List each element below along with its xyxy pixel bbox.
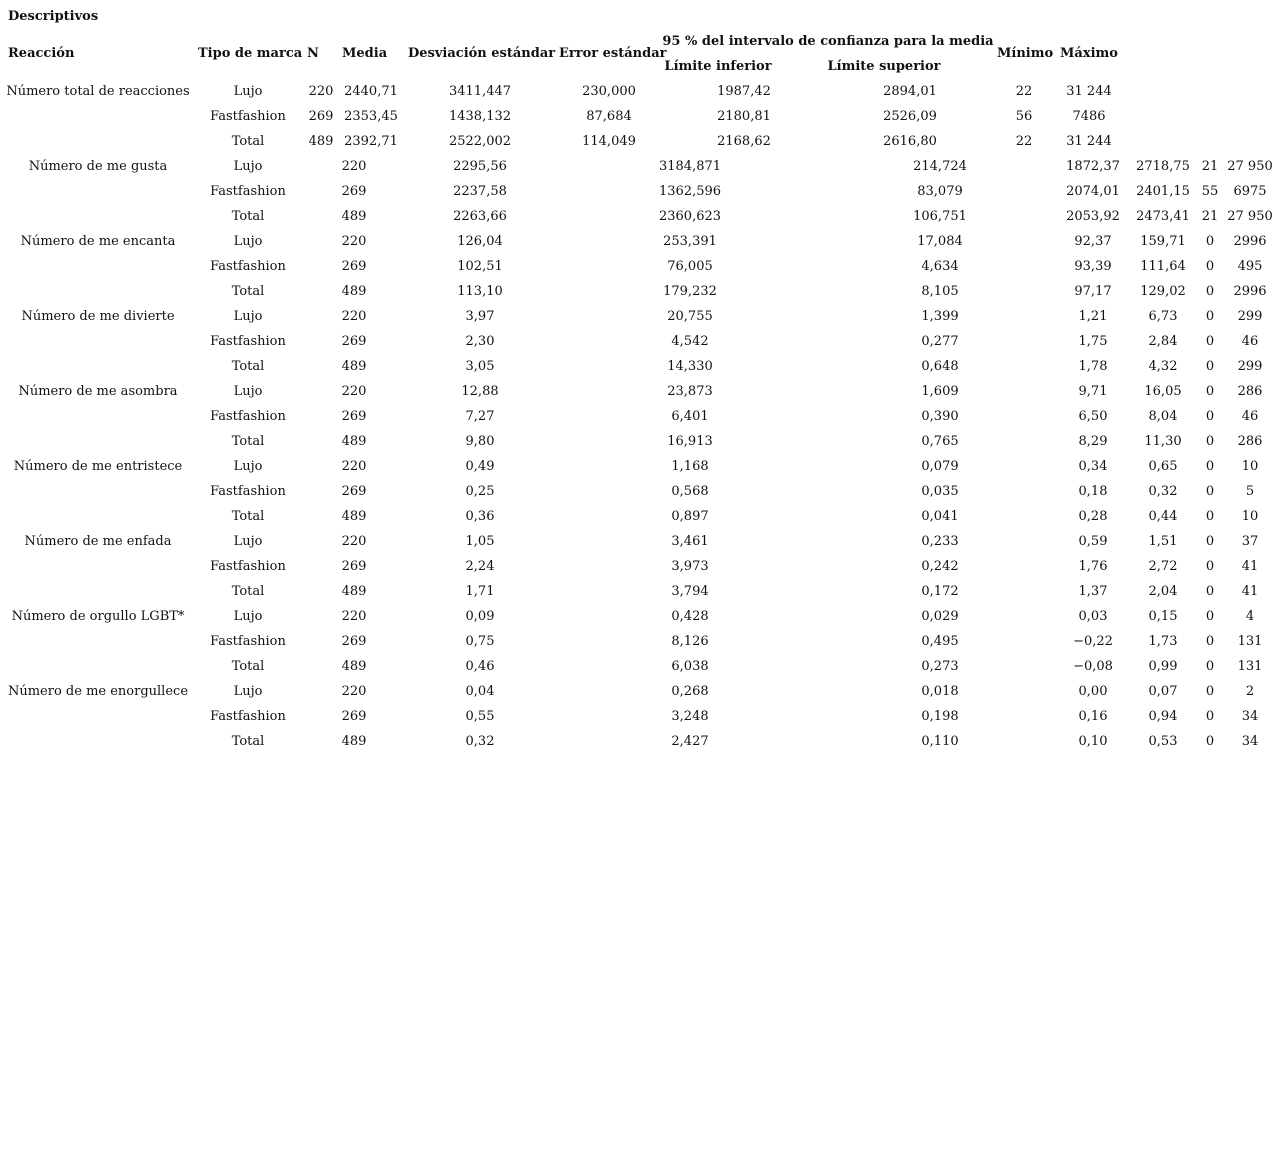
limite-inferior-cell: 1987,42 (717, 84, 771, 99)
maximo-cell: 2996 (1233, 284, 1267, 299)
page-title: Descriptivos (8, 9, 99, 24)
desviacion-cell: 3411,447 (448, 84, 512, 99)
desviacion-cell: 3184,871 (658, 159, 722, 174)
minimo-cell: 21 (1201, 159, 1219, 174)
desviacion-cell: 0,568 (671, 484, 709, 499)
tipo-marca-cell: Total (231, 509, 265, 524)
minimo-cell: 0 (1205, 384, 1215, 399)
n-cell: 489 (341, 509, 367, 524)
header-limite-inferior: Límite inferior (664, 59, 772, 74)
limite-inferior-cell: 2053,92 (1066, 209, 1120, 224)
media-cell: 1,05 (465, 534, 495, 549)
media-cell: 0,32 (465, 734, 495, 749)
error-cell: 214,724 (913, 159, 967, 174)
minimo-cell: 0 (1205, 684, 1215, 699)
n-cell: 489 (341, 734, 367, 749)
limite-inferior-cell: 2168,62 (717, 134, 771, 149)
minimo-cell: 0 (1205, 659, 1215, 674)
tipo-marca-cell: Lujo (233, 309, 263, 324)
minimo-cell: 0 (1205, 634, 1215, 649)
reaction-label: Número total de reacciones (6, 84, 190, 99)
desviacion-cell: 1438,132 (448, 109, 512, 124)
limite-inferior-cell: 8,29 (1078, 434, 1108, 449)
maximo-cell: 7486 (1072, 109, 1106, 124)
header-minimo: Mínimo (997, 46, 1054, 61)
n-cell: 269 (341, 259, 367, 274)
header-n: N (307, 46, 319, 61)
limite-inferior-cell: 1,37 (1078, 584, 1108, 599)
limite-inferior-cell: 6,50 (1078, 409, 1108, 424)
limite-superior-cell: 2894,01 (883, 84, 937, 99)
error-cell: 83,079 (917, 184, 963, 199)
media-cell: 0,25 (465, 484, 495, 499)
minimo-cell: 0 (1205, 484, 1215, 499)
tipo-marca-cell: Total (231, 284, 265, 299)
minimo-cell: 0 (1205, 434, 1215, 449)
tipo-marca-cell: Fastfashion (210, 409, 286, 424)
media-cell: 2237,58 (453, 184, 507, 199)
reaction-label: Número de me entristece (13, 459, 183, 474)
n-cell: 489 (341, 284, 367, 299)
media-cell: 3,05 (465, 359, 495, 374)
limite-inferior-cell: 0,28 (1078, 509, 1108, 524)
error-cell: 1,609 (921, 384, 959, 399)
limite-superior-cell: 16,05 (1144, 384, 1182, 399)
maximo-cell: 46 (1241, 334, 1259, 349)
media-cell: 126,04 (457, 234, 503, 249)
limite-superior-cell: 0,53 (1148, 734, 1178, 749)
desviacion-cell: 0,268 (671, 684, 709, 699)
limite-superior-cell: 1,51 (1148, 534, 1178, 549)
limite-superior-cell: 2616,80 (883, 134, 937, 149)
limite-inferior-cell: 0,18 (1078, 484, 1108, 499)
minimo-cell: 55 (1201, 184, 1219, 199)
minimo-cell: 0 (1205, 284, 1215, 299)
limite-superior-cell: 1,73 (1148, 634, 1178, 649)
desviacion-cell: 3,973 (671, 559, 709, 574)
tipo-marca-cell: Fastfashion (210, 559, 286, 574)
minimo-cell: 0 (1205, 509, 1215, 524)
tipo-marca-cell: Fastfashion (210, 109, 286, 124)
limite-inferior-cell: −0,08 (1073, 659, 1113, 674)
limite-superior-cell: 0,44 (1148, 509, 1178, 524)
desviacion-cell: 253,391 (663, 234, 717, 249)
media-cell: 7,27 (465, 409, 495, 424)
tipo-marca-cell: Lujo (233, 534, 263, 549)
maximo-cell: 10 (1241, 509, 1259, 524)
limite-superior-cell: 0,65 (1148, 459, 1178, 474)
tipo-marca-cell: Total (231, 209, 265, 224)
minimo-cell: 0 (1205, 359, 1215, 374)
error-cell: 0,079 (921, 459, 959, 474)
media-cell: 113,10 (457, 284, 503, 299)
tipo-marca-cell: Lujo (233, 384, 263, 399)
desviacion-cell: 3,794 (671, 584, 709, 599)
maximo-cell: 46 (1241, 409, 1259, 424)
limite-superior-cell: 2,84 (1148, 334, 1178, 349)
limite-inferior-cell: 0,59 (1078, 534, 1108, 549)
maximo-cell: 299 (1237, 309, 1263, 324)
maximo-cell: 286 (1237, 434, 1263, 449)
minimo-cell: 0 (1205, 334, 1215, 349)
media-cell: 2353,45 (344, 109, 398, 124)
desviacion-cell: 4,542 (671, 334, 709, 349)
maximo-cell: 6975 (1233, 184, 1267, 199)
minimo-cell: 0 (1205, 584, 1215, 599)
tipo-marca-cell: Lujo (233, 234, 263, 249)
limite-inferior-cell: 92,37 (1074, 234, 1112, 249)
limite-superior-cell: 2,72 (1148, 559, 1178, 574)
header-error: Error estándar (559, 46, 667, 61)
n-cell: 269 (308, 109, 334, 124)
limite-superior-cell: 2526,09 (883, 109, 937, 124)
header-media: Media (342, 46, 388, 61)
limite-inferior-cell: 9,71 (1078, 384, 1108, 399)
maximo-cell: 4 (1245, 609, 1255, 624)
minimo-cell: 56 (1015, 109, 1033, 124)
maximo-cell: 2 (1245, 684, 1255, 699)
media-cell: 2,30 (465, 334, 495, 349)
tipo-marca-cell: Lujo (233, 684, 263, 699)
maximo-cell: 5 (1245, 484, 1255, 499)
n-cell: 269 (341, 559, 367, 574)
desviacion-cell: 23,873 (667, 384, 713, 399)
error-cell: 114,049 (582, 134, 636, 149)
error-cell: 0,172 (921, 584, 959, 599)
n-cell: 489 (341, 209, 367, 224)
minimo-cell: 0 (1205, 259, 1215, 274)
limite-superior-cell: 8,04 (1148, 409, 1178, 424)
maximo-cell: 41 (1241, 584, 1259, 599)
desviacion-cell: 179,232 (663, 284, 717, 299)
minimo-cell: 0 (1205, 309, 1215, 324)
desviacion-cell: 6,038 (671, 659, 709, 674)
minimo-cell: 0 (1205, 609, 1215, 624)
maximo-cell: 131 (1237, 634, 1263, 649)
desviacion-cell: 3,461 (671, 534, 709, 549)
header-tipo-marca: Tipo de marca (198, 46, 303, 61)
tipo-marca-cell: Fastfashion (210, 334, 286, 349)
minimo-cell: 0 (1205, 459, 1215, 474)
header-limite-superior: Límite superior (827, 59, 941, 74)
limite-inferior-cell: 0,00 (1078, 684, 1108, 699)
minimo-cell: 21 (1201, 209, 1219, 224)
maximo-cell: 131 (1237, 659, 1263, 674)
desviacion-cell: 2,427 (671, 734, 709, 749)
limite-inferior-cell: 1,21 (1078, 309, 1108, 324)
n-cell: 220 (308, 84, 334, 99)
media-cell: 0,55 (465, 709, 495, 724)
tipo-marca-cell: Total (231, 584, 265, 599)
reaction-label: Número de me encanta (20, 234, 176, 249)
desviacion-cell: 1362,596 (658, 184, 722, 199)
minimo-cell: 22 (1015, 134, 1033, 149)
error-cell: 106,751 (913, 209, 967, 224)
maximo-cell: 27 950 (1227, 159, 1273, 174)
minimo-cell: 0 (1205, 734, 1215, 749)
header-reaccion: Reacción (8, 46, 75, 61)
error-cell: 0,495 (921, 634, 959, 649)
error-cell: 0,242 (921, 559, 959, 574)
media-cell: 0,09 (465, 609, 495, 624)
error-cell: 0,035 (921, 484, 959, 499)
limite-superior-cell: 4,32 (1148, 359, 1178, 374)
maximo-cell: 2996 (1233, 234, 1267, 249)
error-cell: 0,233 (921, 534, 959, 549)
limite-superior-cell: 111,64 (1140, 259, 1186, 274)
limite-inferior-cell: 2074,01 (1066, 184, 1120, 199)
maximo-cell: 27 950 (1227, 209, 1273, 224)
tipo-marca-cell: Lujo (233, 84, 263, 99)
limite-superior-cell: 0,15 (1148, 609, 1178, 624)
header-intervalo: 95 % del intervalo de confianza para la media (662, 34, 994, 49)
desviacion-cell: 6,401 (671, 409, 709, 424)
limite-superior-cell: 0,94 (1148, 709, 1178, 724)
media-cell: 1,71 (465, 584, 495, 599)
error-cell: 0,110 (921, 734, 959, 749)
n-cell: 220 (341, 234, 367, 249)
error-cell: 87,684 (586, 109, 632, 124)
error-cell: 0,198 (921, 709, 959, 724)
tipo-marca-cell: Fastfashion (210, 184, 286, 199)
limite-inferior-cell: 0,03 (1078, 609, 1108, 624)
media-cell: 0,36 (465, 509, 495, 524)
limite-inferior-cell: −0,22 (1073, 634, 1113, 649)
limite-superior-cell: 0,32 (1148, 484, 1178, 499)
limite-inferior-cell: 93,39 (1074, 259, 1112, 274)
maximo-cell: 299 (1237, 359, 1263, 374)
n-cell: 269 (341, 634, 367, 649)
tipo-marca-cell: Lujo (233, 609, 263, 624)
minimo-cell: 0 (1205, 559, 1215, 574)
media-cell: 2,24 (465, 559, 495, 574)
n-cell: 269 (341, 409, 367, 424)
n-cell: 220 (341, 309, 367, 324)
desviacion-cell: 0,897 (671, 509, 709, 524)
error-cell: 17,084 (917, 234, 963, 249)
error-cell: 0,390 (921, 409, 959, 424)
error-cell: 8,105 (921, 284, 959, 299)
maximo-cell: 37 (1241, 534, 1259, 549)
tipo-marca-cell: Lujo (233, 459, 263, 474)
tipo-marca-cell: Fastfashion (210, 259, 286, 274)
header-desviacion: Desviación estándar (408, 46, 556, 61)
n-cell: 489 (341, 584, 367, 599)
error-cell: 0,765 (921, 434, 959, 449)
limite-inferior-cell: 97,17 (1074, 284, 1112, 299)
maximo-cell: 286 (1237, 384, 1263, 399)
n-cell: 220 (341, 684, 367, 699)
limite-superior-cell: 11,30 (1144, 434, 1182, 449)
maximo-cell: 34 (1241, 709, 1259, 724)
maximo-cell: 495 (1237, 259, 1263, 274)
limite-inferior-cell: 0,34 (1078, 459, 1108, 474)
media-cell: 2295,56 (453, 159, 507, 174)
desviacion-cell: 16,913 (667, 434, 713, 449)
error-cell: 0,648 (921, 359, 959, 374)
limite-inferior-cell: 1,78 (1078, 359, 1108, 374)
minimo-cell: 0 (1205, 234, 1215, 249)
limite-inferior-cell: 2180,81 (717, 109, 771, 124)
tipo-marca-cell: Fastfashion (210, 709, 286, 724)
tipo-marca-cell: Lujo (233, 159, 263, 174)
media-cell: 0,49 (465, 459, 495, 474)
minimo-cell: 22 (1015, 84, 1033, 99)
tipo-marca-cell: Fastfashion (210, 634, 286, 649)
limite-superior-cell: 2,04 (1148, 584, 1178, 599)
error-cell: 0,041 (921, 509, 959, 524)
n-cell: 489 (341, 434, 367, 449)
limite-inferior-cell: 1872,37 (1066, 159, 1120, 174)
desviacion-cell: 8,126 (671, 634, 709, 649)
error-cell: 0,277 (921, 334, 959, 349)
desviacion-cell: 20,755 (667, 309, 713, 324)
media-cell: 2263,66 (453, 209, 507, 224)
reaction-label: Número de me enfada (24, 534, 172, 549)
error-cell: 0,029 (921, 609, 959, 624)
limite-superior-cell: 6,73 (1148, 309, 1178, 324)
desviacion-cell: 2360,623 (658, 209, 722, 224)
media-cell: 2440,71 (344, 84, 398, 99)
tipo-marca-cell: Total (231, 734, 265, 749)
n-cell: 220 (341, 609, 367, 624)
n-cell: 220 (341, 534, 367, 549)
maximo-cell: 31 244 (1066, 134, 1112, 149)
limite-superior-cell: 2401,15 (1136, 184, 1190, 199)
n-cell: 489 (341, 659, 367, 674)
n-cell: 269 (341, 334, 367, 349)
n-cell: 269 (341, 484, 367, 499)
n-cell: 220 (341, 384, 367, 399)
maximo-cell: 34 (1241, 734, 1259, 749)
n-cell: 220 (341, 159, 367, 174)
media-cell: 12,88 (461, 384, 499, 399)
media-cell: 3,97 (465, 309, 495, 324)
minimo-cell: 0 (1205, 409, 1215, 424)
reaction-label: Número de orgullo LGBT* (11, 609, 185, 624)
limite-superior-cell: 2718,75 (1136, 159, 1190, 174)
error-cell: 4,634 (921, 259, 959, 274)
desviacion-cell: 76,005 (667, 259, 713, 274)
limite-superior-cell: 129,02 (1140, 284, 1186, 299)
media-cell: 9,80 (465, 434, 495, 449)
n-cell: 489 (308, 134, 334, 149)
maximo-cell: 41 (1241, 559, 1259, 574)
n-cell: 220 (341, 459, 367, 474)
minimo-cell: 0 (1205, 534, 1215, 549)
n-cell: 489 (341, 359, 367, 374)
minimo-cell: 0 (1205, 709, 1215, 724)
media-cell: 0,75 (465, 634, 495, 649)
tipo-marca-cell: Total (231, 659, 265, 674)
media-cell: 0,46 (465, 659, 495, 674)
limite-superior-cell: 0,99 (1148, 659, 1178, 674)
maximo-cell: 10 (1241, 459, 1259, 474)
reaction-label: Número de me gusta (28, 159, 168, 174)
header-maximo: Máximo (1060, 46, 1118, 61)
tipo-marca-cell: Fastfashion (210, 484, 286, 499)
n-cell: 269 (341, 184, 367, 199)
media-cell: 2392,71 (344, 134, 398, 149)
reaction-label: Número de me asombra (18, 384, 178, 399)
desviacion-cell: 3,248 (671, 709, 709, 724)
tipo-marca-cell: Total (231, 434, 265, 449)
limite-superior-cell: 159,71 (1140, 234, 1186, 249)
desviacion-cell: 0,428 (671, 609, 709, 624)
desviacion-cell: 14,330 (667, 359, 713, 374)
limite-superior-cell: 2473,41 (1136, 209, 1190, 224)
error-cell: 230,000 (582, 84, 636, 99)
limite-superior-cell: 0,07 (1148, 684, 1178, 699)
n-cell: 269 (341, 709, 367, 724)
limite-inferior-cell: 1,76 (1078, 559, 1108, 574)
tipo-marca-cell: Total (231, 359, 265, 374)
limite-inferior-cell: 0,16 (1078, 709, 1108, 724)
tipo-marca-cell: Total (231, 134, 265, 149)
limite-inferior-cell: 1,75 (1078, 334, 1108, 349)
limite-inferior-cell: 0,10 (1078, 734, 1108, 749)
error-cell: 0,273 (921, 659, 959, 674)
desviacion-cell: 1,168 (671, 459, 709, 474)
maximo-cell: 31 244 (1066, 84, 1112, 99)
error-cell: 1,399 (921, 309, 959, 324)
reaction-label: Número de me divierte (21, 309, 175, 324)
media-cell: 0,04 (465, 684, 495, 699)
reaction-label: Número de me enorgullece (7, 684, 189, 699)
error-cell: 0,018 (921, 684, 959, 699)
media-cell: 102,51 (457, 259, 503, 274)
desviacion-cell: 2522,002 (448, 134, 512, 149)
